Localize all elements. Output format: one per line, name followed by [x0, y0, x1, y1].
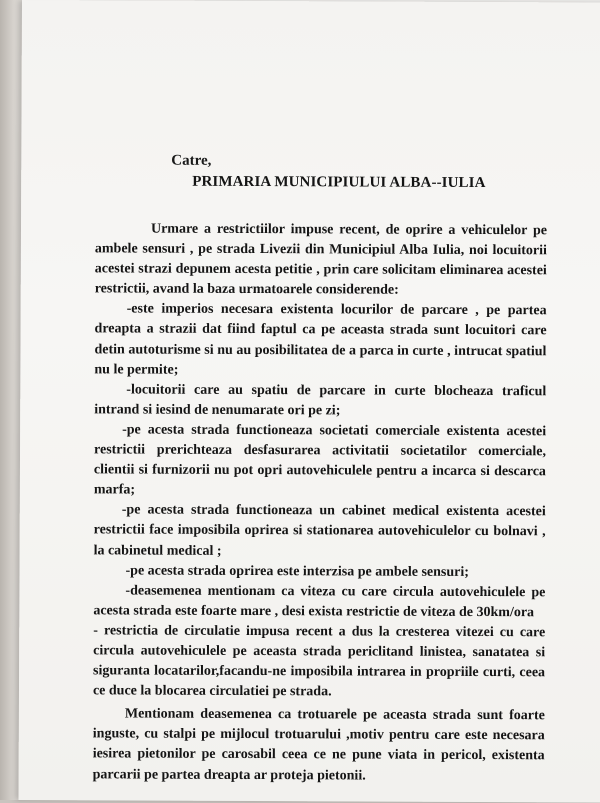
intro-paragraph: Urmare a restrictiilor impuse recent, de oprire a vehiculelor pe ambele sensuri , pe strada Livezii din Municipiul Alba Iulia, noi locuitorii acestei strazi depunem acesta petitie , prin care solicitam eliminarea acestei restrictii, avand la baza urmatoarele considerende: [94, 221, 548, 298]
sidewalk-paragraph: Mentionam deasemenea ca trotuarele pe aceasta strada sunt foarte inguste, cu stalpi pe mijlocul trotuarului ,motiv pentru care este necesara iesirea pietonilor pe carosabil ceea ce ne pune viata in pericol, existenta parcarii pe partea dreapta ar proteja pietonii. [92, 706, 545, 784]
reason-traffic-paragraph: -locuitorii care au spatiu de parcare in curte blocheaza traficul intrand si iesind de nenumarate ori pe zi; [94, 382, 547, 419]
reason-medical-paragraph: -pe acesta strada functioneaza un cabinet medical existenta acestei restrictii face imposibila oprirea si stationarea autovehiculelor cu bolnavi , la cabinetul medical ; [93, 502, 546, 559]
letter-body [93, 219, 547, 787]
letter-page [19, 0, 600, 803]
salutation: Catre, [171, 152, 212, 169]
reason-speed-paragraph: -deasemenea mentionam ca viteza cu care circula autovehiculele pe acesta strada este foarte mare , desi exista restrictie de viteza de 30km/ora [93, 583, 546, 621]
reason-speed-increase-paragraph: - restrictia de circulatie impusa recent a dus la cresterea vitezei cu care circula autovehiculele pe aceasta strada periclitand linistea, sanatatea si siguranta locatarilor,facandu-ne imposibila intrarea in propriile curti, ceea ce duce la blocarea circulatiei pe strada. [92, 623, 546, 700]
reason-businesses-paragraph: -pe acesta strada functioneaza societati comerciale existenta acestei restrictii prerichteaza desfasurarea activitatii societatilor comerciale, clientii si furnizorii nu pot opri autovehiculele pentru a incarca si descarca marfa; [93, 422, 547, 498]
reason-stopping-paragraph: -pe acesta strada oprirea este interzisa pe ambele sensuri; [125, 563, 469, 580]
reason-parking-paragraph: -este imperios necesara existenta locurilor de parcare , pe partea dreapta a strazii dat fiind faptul ca pe aceasta strada sunt locuitori care detin autoturisme si nu au posibilitatea de a parca in curte , intrucat spatiul nu le permite; [94, 301, 547, 378]
recipient-heading: PRIMARIA MUNICIPIULUI ALBA--IULIA [192, 173, 486, 192]
